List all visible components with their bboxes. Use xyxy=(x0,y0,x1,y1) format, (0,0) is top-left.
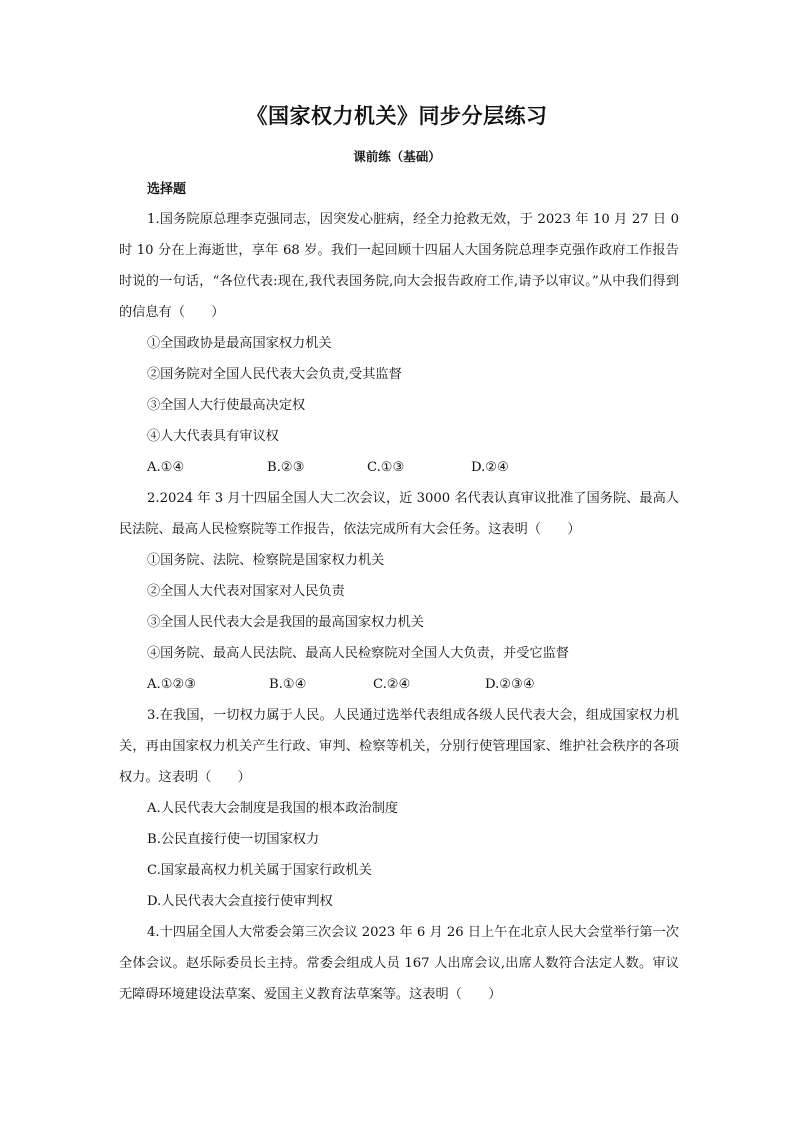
question-1-choice-a: A.①④ xyxy=(147,460,185,475)
question-3-option-d: D.人民代表大会直接行使审判权 xyxy=(147,894,333,909)
question-1-option-4: ④人大代表具有审议权 xyxy=(147,429,279,444)
question-1-stem: 1.国务院原总理李克强同志，因突发心脏病，经全力抢救无效，于 2023 年 10 月 27 日 0 时 10 分在上海逝世，享年 68 岁。我们一起回顾十四届人大国务院总理李克强作政府工作报告时说的一句话，“各位代表:现在,我代表国务院,向大会报告政府工作,请予以审议。”从中我们得到的信息有（ ） xyxy=(119,212,679,320)
section-heading: 选择题 xyxy=(147,182,187,197)
question-2-choices xyxy=(119,669,679,700)
question-3-option-b: B.公民直接行使一切国家权力 xyxy=(147,832,320,847)
question-3-option-c: C.国家最高权力机关属于国家行政机关 xyxy=(147,863,372,878)
question-2-stem: 2.2024 年 3 月十四届全国人大二次会议，近 3000 名代表认真审议批准了国务院、最高人民法院、最高人民检察院等工作报告，依法完成所有大会任务。这表明（ ） xyxy=(119,491,679,537)
question-3 xyxy=(119,700,679,917)
question-3-stem: 3.在我国，一切权力属于人民。人民通过选举代表组成各级人民代表大会，组成国家权力机关，再由国家权力机关产生行政、审判、检察等机关，分别行使管理国家、维护社会秩序的各项权力。这表明（ ） xyxy=(119,708,679,785)
question-1-option-3: ③全国人大行使最高决定权 xyxy=(147,398,306,413)
question-list xyxy=(119,204,679,1010)
question-2-option-2: ②全国人大代表对国家对人民负责 xyxy=(147,584,345,599)
question-4-stem: 4.十四届全国人大常委会第三次会议 2023 年 6 月 26 日上午在北京人民大会堂举行第一次全体会议。赵乐际委员长主持。常委会组成人员 167 人出席会议,出席人数符合法定人数。审议无障碍环境建设法草案、爱国主义教育法草案等。这表明（ ） xyxy=(119,925,679,1002)
document-subtitle: 课前练（基础） xyxy=(353,149,441,164)
question-2 xyxy=(119,483,679,700)
question-2-choice-c: C.②④ xyxy=(373,677,411,692)
question-1-choice-c: C.①③ xyxy=(367,460,405,475)
question-1-option-1: ①全国政协是最高国家权力机关 xyxy=(147,336,332,351)
question-2-choice-d: D.②③④ xyxy=(485,677,535,692)
document-title: 《国家权力机关》同步分层练习 xyxy=(246,104,548,128)
question-2-choice-b: B.①④ xyxy=(269,677,307,692)
question-1-choice-b: B.②③ xyxy=(267,460,305,475)
question-1-option-2: ②国务院对全国人民代表大会负责,受其监督 xyxy=(147,367,402,382)
question-1-choice-d: D.②④ xyxy=(471,460,509,475)
question-2-option-1: ①国务院、法院、检察院是国家权力机关 xyxy=(147,553,385,568)
question-1-choices xyxy=(119,452,679,483)
question-2-option-4: ④国务院、最高人民法院、最高人民检察院对全国人大负责，并受它监督 xyxy=(147,646,569,661)
question-2-choice-a: A.①②③ xyxy=(147,677,197,692)
question-1 xyxy=(119,204,679,483)
question-4 xyxy=(119,917,679,1010)
question-2-option-3: ③全国人民代表大会是我国的最高国家权力机关 xyxy=(147,615,424,630)
question-3-option-a: A.人民代表大会制度是我国的根本政治制度 xyxy=(147,801,399,816)
